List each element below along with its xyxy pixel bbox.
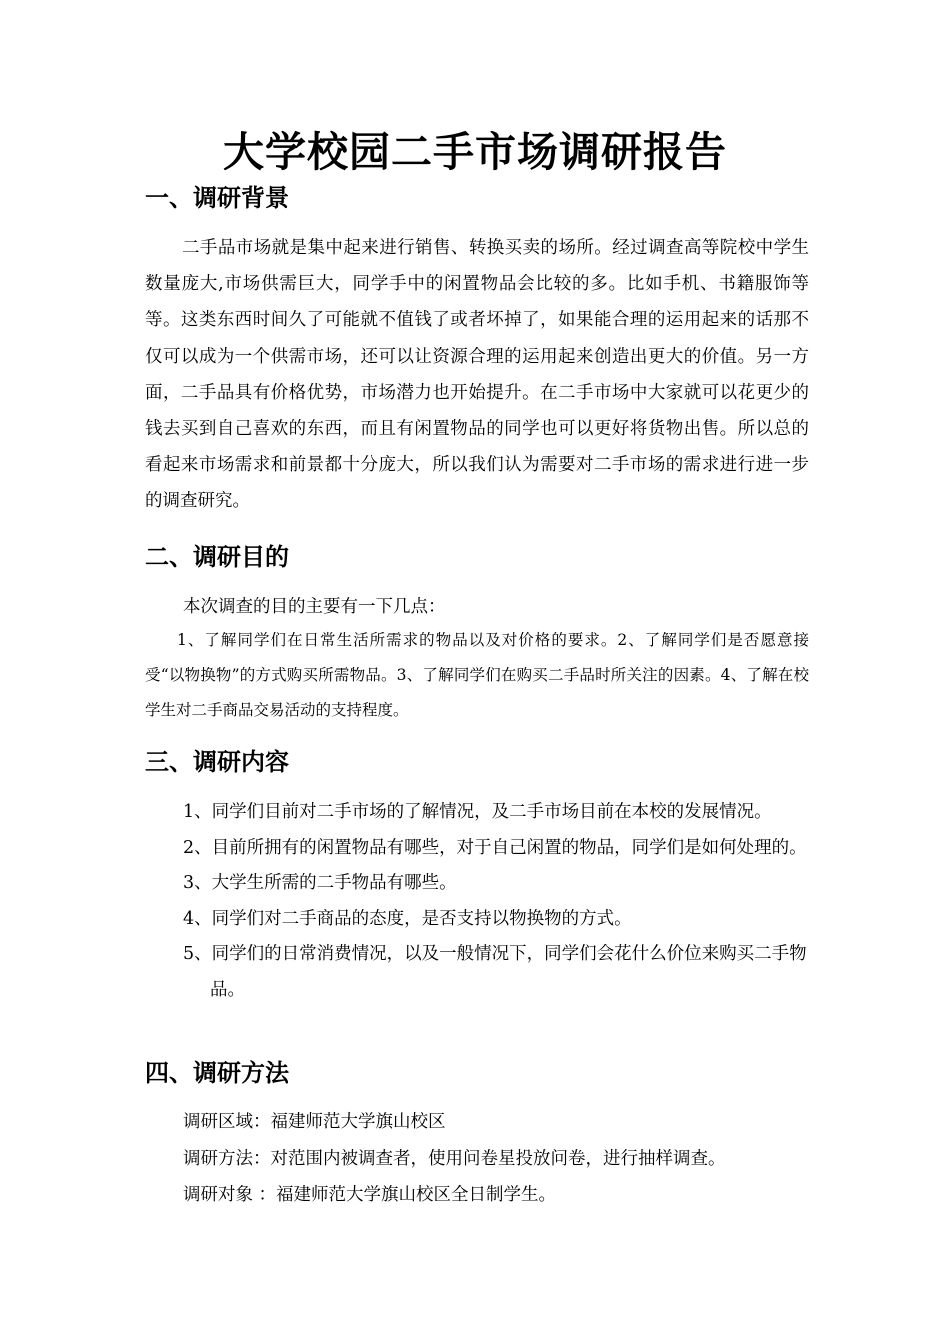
section-heading-purpose: 二、调研目的	[145, 543, 289, 571]
list-item-number: 5、	[183, 944, 212, 964]
document-title: 大学校园二手市场调研报告	[223, 128, 727, 176]
section-heading-method: 四、调研方法	[145, 1059, 289, 1087]
list-item-number: 2、	[183, 837, 212, 858]
purpose-paragraph: 1、了解同学们在日常生活所需求的物品以及对价格的要求。2、了解同学们是否愿意接受“以物换物”的方式购买所需物品。3、了解同学们在购买二手品时所关注的因素。4、了解在校学生对二手商品交易活动的支持程度。	[145, 631, 809, 719]
background-paragraph: 二手品市场就是集中起来进行销售、转换买卖的场所。经过调查高等院校中学生数量庞大,市场供需巨大，同学手中的闲置物品会比较的多。比如手机、书籍服饰等等。这类东西时间久了可能就不值钱了或者坏掉了，如果能合理的运用起来的话那不仅可以成为一个供需市场，还可以让资源合理的运用起来创造出更大的价值。另一方面，二手品具有价格优势，市场潜力也开始提升。在二手市场中大家就可以花更少的钱去买到自己喜欢的东西，而且有闲置物品的同学也可以更好将货物出售。所以总的看起来市场需求和前景都十分庞大，所以我们认为需要对二手市场的需求进行进一步的调查研究。	[145, 238, 809, 512]
list-item-text: 同学们对二手商品的态度，是否支持以物换物的方式。	[211, 908, 632, 929]
list-item	[183, 831, 809, 867]
method-line-method: 调研方法：对范围内被调查者，使用问卷星投放问卷，进行抽样调查。	[183, 1149, 726, 1169]
purpose-intro: 本次调查的目的主要有一下几点：	[183, 597, 446, 617]
method-line-subject: 调研对象 ：福建师范大学旗山校区全日制学生。	[183, 1185, 557, 1205]
list-item	[183, 795, 809, 831]
content-list	[183, 795, 809, 1008]
list-item	[183, 902, 809, 938]
list-item-text: 大学生所需的二手物品有哪些。	[211, 873, 457, 893]
list-item-number: 4、	[183, 908, 212, 929]
list-item-text: 同学们的日常消费情况，以及一般情况下，同学们会花什么价位来购买二手物品。	[210, 944, 807, 1000]
list-item	[183, 937, 809, 1008]
method-line-area: 调研区域：福建师范大学旗山校区	[183, 1112, 446, 1132]
list-item-number: 1、	[183, 802, 212, 822]
list-item	[183, 866, 809, 902]
list-item-text: 目前所拥有的闲置物品有哪些，对于自己闲置的物品，同学们是如何处理的。	[211, 837, 807, 858]
list-item-text: 同学们目前对二手市场的了解情况，及二手市场目前在本校的发展情况。	[211, 802, 772, 822]
list-item-number: 3、	[183, 873, 212, 893]
section-heading-content: 三、调研内容	[145, 748, 289, 776]
section-heading-background: 一、调研背景	[145, 184, 289, 212]
